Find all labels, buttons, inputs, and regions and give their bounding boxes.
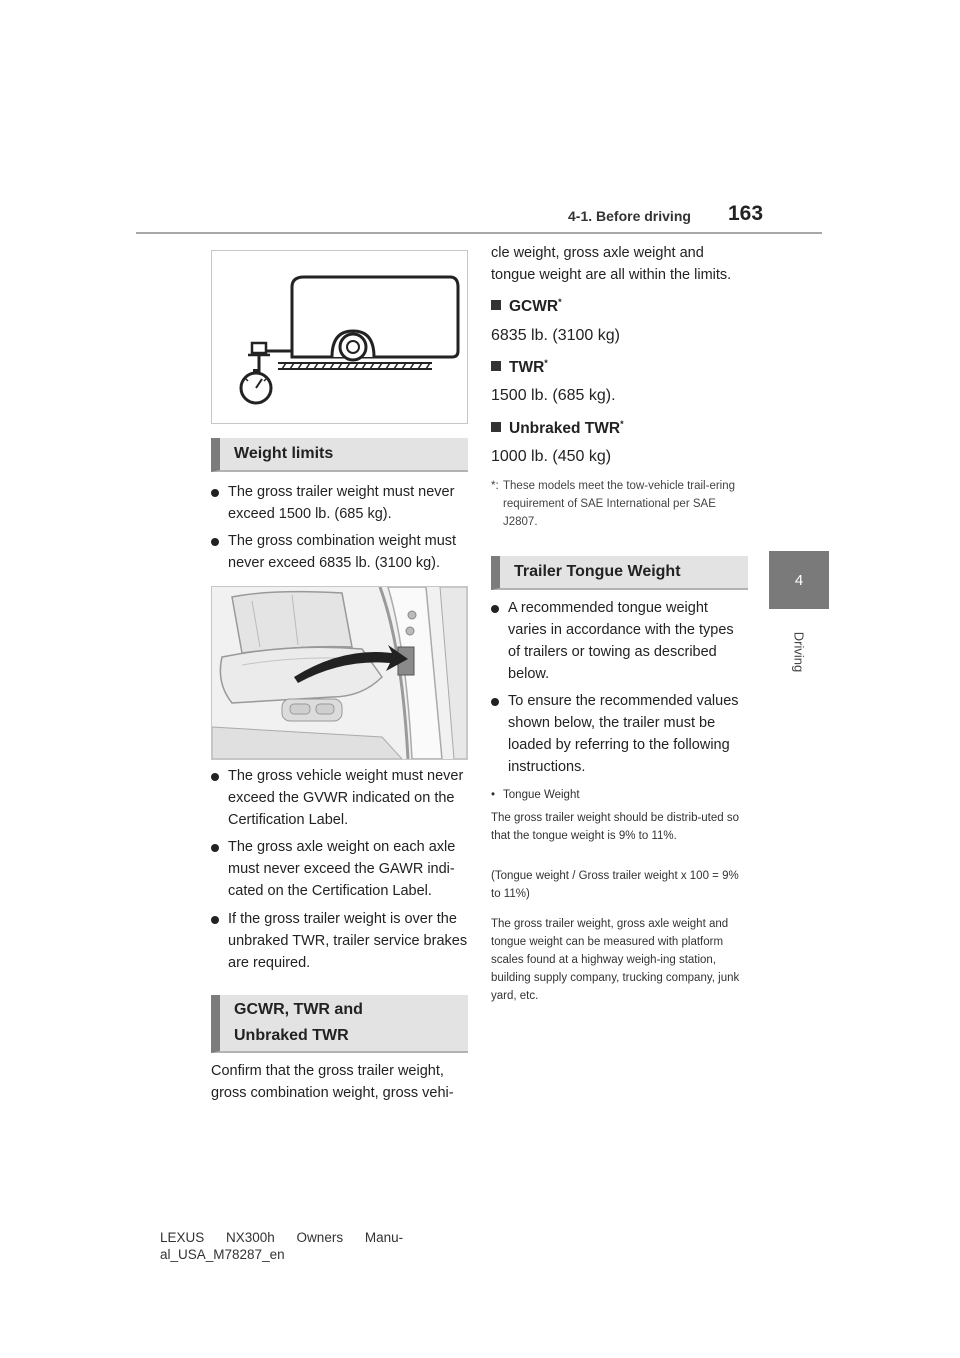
heading-weight-limits: [211, 438, 468, 472]
twr-label: TWR: [509, 359, 545, 377]
list-item: [211, 530, 469, 574]
list-item: [211, 481, 469, 525]
unbraked-twr-value: 1000 lb. (450 kg): [491, 448, 612, 465]
page-number: 163: [728, 202, 764, 225]
section-title: 4-1. Before driving: [568, 208, 691, 224]
list-item: [491, 597, 749, 685]
bullet-icon: [211, 844, 219, 852]
small-bullet-text: Tongue Weight: [503, 789, 580, 801]
bullet-text: The gross trailer weight must never exceed 1500 lb. (685 kg).: [228, 484, 455, 522]
chapter-label: Driving: [791, 631, 807, 673]
footnote-text: These models meet the tow-vehicle trail-ering requirement of SAE International per SAE J2807.: [503, 480, 736, 528]
list-item: [211, 836, 469, 902]
bullet-icon: [491, 605, 499, 613]
chapter-label-box: [769, 620, 829, 684]
small-bullet-icon: •: [491, 789, 496, 801]
bullet-text: If the gross trailer weight is over the unbraked TWR, trailer service brakes are required.: [228, 911, 468, 971]
chapter-number: 4: [794, 571, 804, 589]
bullet-text: The gross axle weight on each axle must never exceed the GAWR indi-cated on the Certification Label.: [228, 839, 456, 899]
trailer-scale-figure: [211, 250, 468, 424]
footer-line-1: LEXUS NX300h Owners Manu-: [160, 1230, 404, 1245]
heading-gcwr-twr: [211, 995, 468, 1053]
twr-value: 1500 lb. (685 kg).: [491, 387, 616, 404]
asterisk: *: [620, 419, 624, 429]
heading-trailer-tongue-weight: [491, 556, 748, 590]
footer-line-2: al_USA_M78287_en: [160, 1247, 285, 1262]
twr-heading: [491, 358, 548, 377]
unbraked-twr-label: Unbraked TWR: [509, 420, 621, 438]
gcwr-value: 6835 lb. (3100 kg): [491, 327, 620, 344]
scales-paragraph: The gross trailer weight, gross axle weight and tongue weight can be measured with platform scales found at a highway weigh-ing station, building supply company, trucking company, junk yard, etc.: [491, 918, 740, 1002]
certification-label-figure: [211, 586, 468, 760]
heading-weight-limits-text: Weight limits: [234, 445, 334, 462]
asterisk: *: [558, 297, 562, 307]
continued-paragraph: cle weight, gross axle weight and tongue weight are all within the limits.: [491, 245, 732, 283]
header-divider: [136, 232, 822, 234]
heading-gcwr-twr-text: GCWR, TWR and Unbraked TWR: [234, 1001, 363, 1044]
unbraked-twr-heading: [491, 419, 624, 438]
chapter-tab: [769, 551, 829, 609]
footer: [160, 1229, 460, 1263]
bullet-text: The gross vehicle weight must never exceed the GVWR indicated on the Certification Label.: [228, 768, 464, 828]
certification-label-illustration: [212, 587, 467, 759]
bullet-icon: [211, 773, 219, 781]
heading-trailer-tongue-weight-text: Trailer Tongue Weight: [514, 563, 681, 580]
square-bullet-icon: [491, 300, 501, 310]
confirm-paragraph: Confirm that the gross trailer weight, gross combination weight, gross vehi-: [211, 1063, 454, 1101]
square-bullet-icon: [491, 361, 501, 371]
bullet-text: The gross combination weight must never exceed 6835 lb. (3100 kg).: [228, 533, 457, 571]
small-bullet-item: [491, 786, 580, 804]
gcwr-label: GCWR: [509, 298, 559, 316]
bullet-icon: [211, 538, 219, 546]
bullet-icon: [211, 916, 219, 924]
list-item: [211, 908, 469, 974]
list-item: [491, 690, 749, 778]
bullet-text: A recommended tongue weight varies in accordance with the types of trailers or towing as described below.: [508, 600, 734, 682]
tongue-weight-paragraph: The gross trailer weight should be distrib-uted so that the tongue weight is 9% to 11%.: [491, 812, 740, 842]
bullet-text: To ensure the recommended values shown below, the trailer must be loaded by referring to the following instructions.: [508, 693, 739, 775]
square-bullet-icon: [491, 422, 501, 432]
trailer-scale-illustration: [212, 251, 467, 423]
list-item: [211, 765, 469, 831]
asterisk: *: [544, 358, 548, 368]
bullet-icon: [491, 698, 499, 706]
gcwr-heading: [491, 297, 562, 316]
tongue-weight-formula: (Tongue weight / Gross trailer weight x 100 = 9% to 11%): [491, 870, 739, 900]
footnote-marker: *:: [491, 480, 499, 492]
bullet-icon: [211, 489, 219, 497]
